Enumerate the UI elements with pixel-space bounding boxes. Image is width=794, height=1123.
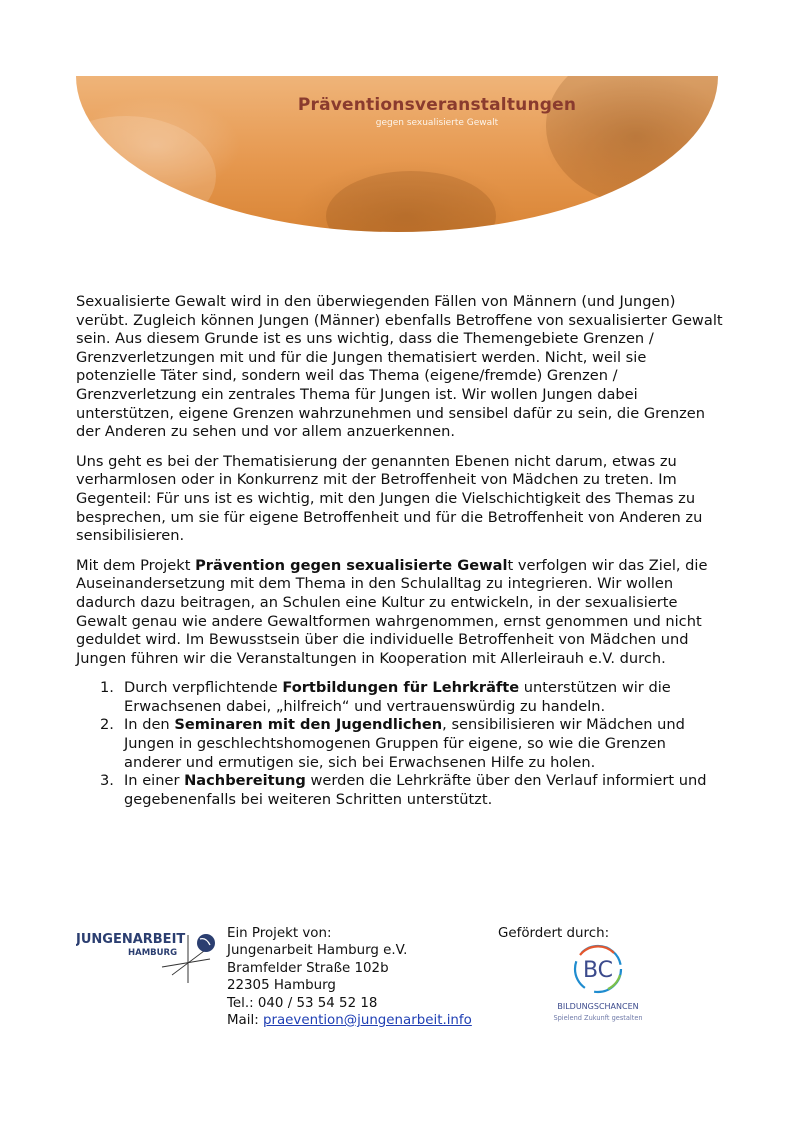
list-text-before: In den [124,716,175,734]
list-bold-term: Seminaren mit den Jugendlichen [174,716,443,734]
bc-name: BILDUNGSCHANCEN [557,1002,639,1011]
mail-line [227,1012,472,1029]
paragraph-intro: Sexualisierte Gewalt wird in den überwiegenden Fällen von Männern (und Jungen) verübt. Zugleich können Jungen (Männer) ebenfalls Betroffene von sexualisierter Gewalt sein. Aus diesem Grunde ist es uns wichtig, dass die Themengebiete Grenzen / Grenzverletzungen mit und für die Jungen thematisiert werden. Nicht, weil sie potenzielle Täter sind, sondern weil das Thema (eigene/fremde) Grenzen / Grenzverletzung ein zentrales Thema für Jungen ist. Wir wollen Jungen dabei unterstützen, eigene Grenzen wahrzunehmen und sensibel dafür zu sein, die Grenzen der Anderen zu sehen und vor allem anzuerkennen. [76,293,723,441]
list-number: 2. [100,716,114,734]
logo-line2: HAMBURG [128,948,178,958]
org-name: Jungenarbeit Hamburg e.V. [227,943,408,959]
list-text-after: werden die Lehrkräfte über den Verlauf informiert und gegebenenfalls bei weiteren Schritten unterstützt. [124,772,707,808]
list-bold-term: Fortbildungen für Lehrkräfte [282,679,520,697]
list-item [76,716,726,772]
contact-block [227,925,472,1029]
list-item [76,679,726,716]
logo-cross-line [162,959,210,967]
list-number: 1. [100,679,114,697]
list-bold-term: Nachbereitung [184,772,306,790]
list-text-before: Durch verpflichtende [124,679,283,697]
project-text-after: t verfolgen wir das Ziel, die Auseinandersetzung mit dem Thema in den Schulalltag zu integrieren. Wir wollen dadurch dazu beitragen, an Schulen eine Kultur zu entwickeln, in der sexualisierte Gewalt genau wie andere Gewaltformen wahrgenommen, ernst genommen und nicht geduldet wird. Im Bewusstsein über die individuelle Betroffenheit von Mädchen und Jungen führen wir die Veranstaltungen in Kooperation mit Allerleirauh e.V. durch. [76,556,708,667]
bildungschancen-logo [546,941,650,1025]
list-text-after: , sensibilisieren wir Mädchen und Jungen in geschlechtshomogenen Gruppen für eigene, so wie die Grenzen anderer und ermutigen sie, sich bei Erwachsenen Hilfe zu holen. [124,716,685,771]
steps-list [76,679,726,809]
header-title: Präventionsveranstaltungen [297,95,577,115]
header-photo-shape [76,116,216,232]
list-number: 3. [100,772,114,790]
bc-tagline: Spielend Zukunft gestalten [553,1014,643,1022]
bc-letters: BC [582,958,614,983]
header-photo-shape [326,171,496,232]
address-city: 22305 Hamburg [227,978,336,994]
mail-label: Mail: [227,1013,263,1029]
project-name: Prävention gegen sexualisierte Gewal [195,556,508,574]
list-item [76,772,726,809]
header-banner [76,76,718,232]
jungenarbeit-logo [76,925,222,989]
list-text-after: unterstützen wir die Erwachsenen dabei, „hilfreich“ und vertrauenswürdig zu handeln. [124,679,671,715]
logo-globe-icon [197,934,215,952]
list-text-before: In einer [124,772,185,790]
logo-line1: JUNGENARBEIT [76,932,186,947]
paragraph-project [76,557,726,669]
project-label: Ein Projekt von: [227,926,332,941]
phone: Tel.: 040 / 53 54 52 18 [227,995,378,1011]
main-content [76,293,726,809]
project-text-before: Mit dem Projekt [76,556,196,574]
mail-link[interactable]: praevention@jungenarbeit.info [262,1013,472,1029]
paragraph-perspective: Uns geht es bei der Thematisierung der genannten Ebenen nicht darum, etwas zu verharmlosen oder in Konkurrenz mit der Betroffenheit von Mädchen zu treten. Im Gegenteil: Für uns ist es wichtig, mit den Jungen die Vielschichtigkeit des Themas zu besprechen, um sie für eigene Betroffenheit und für die Betroffenheit von Anderen zu sensibilisieren. [76,452,703,545]
address-street: Bramfelder Straße 102b [227,960,389,976]
header-subtitle: gegen sexualisierte Gewalt [375,118,499,128]
funded-by-label: Gefördert durch: [498,926,610,941]
